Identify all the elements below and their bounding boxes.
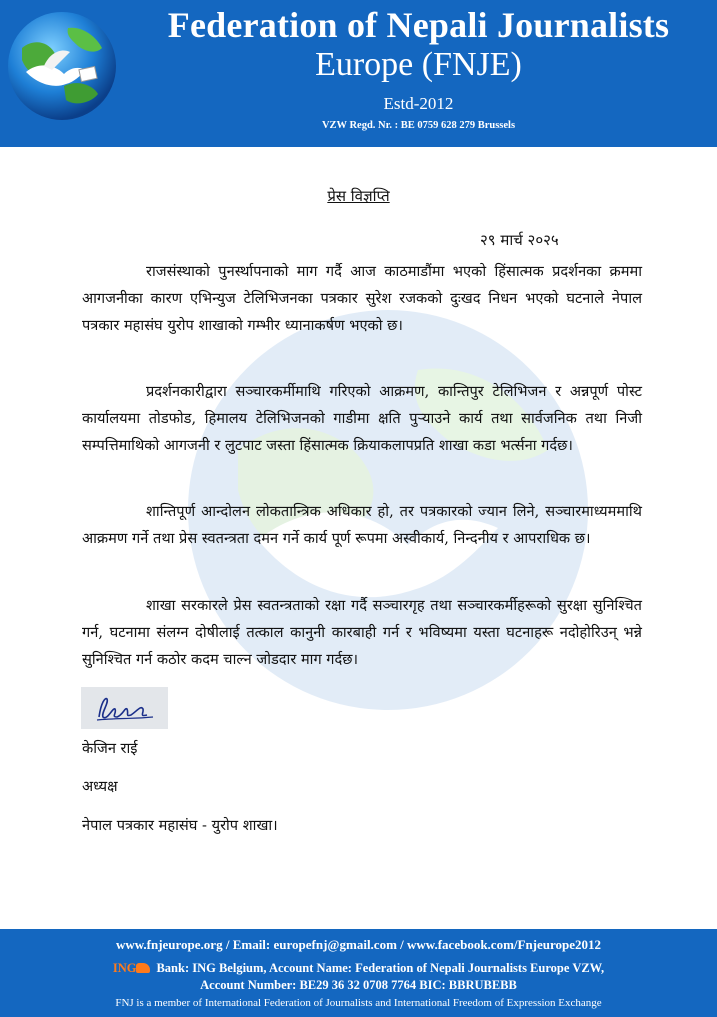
letterhead-header [0, 0, 717, 147]
globe-dove-icon [4, 8, 120, 124]
letter-date: २९ मार्च २०२५ [480, 231, 559, 249]
signatory-organization: नेपाल पत्रकार महासंघ - युरोप शाखा। [82, 817, 278, 834]
footer-membership: FNJ is a member of International Federation of Journalists and International Freedom of Expression Exchange [115, 997, 602, 1009]
bank-details: Bank: ING Belgium, Account Name: Federation of Nepali Journalists Europe VZW, [156, 961, 605, 975]
footer-contacts: www.fnjeurope.org / Email: europefnj@gmail.com / www.facebook.com/Fnjeurope2012 [115, 937, 602, 952]
org-established: Estd-2012 [383, 94, 454, 113]
ing-logo: ING [112, 961, 137, 975]
paragraph: शाखा सरकारले प्रेस स्वतन्त्रताको रक्षा गर्दै सञ्चारगृह तथा सञ्चारकर्मीहरूको सुरक्षा सुनिश्चित गर्न, घटनामा संलग्न दोषीलाई तत्काल कानुनी कारबाही गर्न र भविष्यमा यस्ता घटनाहरू नदोहोरिउन् भन्ने सुनिश्चित गर्न कठोर कदम चाल्न जोडदार माग गर्दछ। [82, 597, 642, 668]
lion-icon [136, 963, 150, 973]
paragraph: राजसंस्थाको पुनर्स्थापनाको माग गर्दै आज काठमाडौंमा भएको हिंसात्मक प्रदर्शनका क्रममा आगजनीका कारण एभिन्युज टेलिभिजनका पत्रकार सुरेश रजकको दुःखद निधन भएको घटनाले नेपाल पत्रकार महासंघ युरोप शाखाको गम्भीर ध्यानाकर्षण भएको छ। [82, 263, 642, 334]
letterhead-footer [0, 929, 717, 1017]
paragraph: शान्तिपूर्ण आन्दोलन लोकतान्त्रिक अधिकार हो, तर पत्रकारको ज्यान लिने, सञ्चारमाध्यममाथि आक्रमण गर्ने तथा प्रेस स्वतन्त्रता दमन गर्ने कार्य पूर्ण रूपमा अस्वीकार्य, निन्दनीय र आपराधिक छ। [82, 503, 642, 547]
paragraph: प्रदर्शनकारीद्वारा सञ्चारकर्मीमाथि गरिएको आक्रमण, कान्तिपुर टेलिभिजन र अन्नपूर्ण पोस्ट कार्यालयमा तोडफोड, हिमालय टेलिभिजनको गाडीमा क्षति पुर्‍याउने कार्य तथा सार्वजनिक तथा निजी सम्पत्तिमाथिको आगजनी र लुटपाट जस्ता हिंसात्मक क्रियाकलापप्रति शाखा कडा भर्त्सना गर्दछ। [82, 383, 642, 454]
org-registration: VZW Regd. Nr. : BE 0759 628 279 Brussels [321, 120, 516, 131]
org-name: Federation of Nepali Journalists [167, 5, 670, 45]
signature-image [81, 687, 168, 729]
org-subtitle: Europe (FNJE) [315, 46, 522, 83]
footer-bank-line [0, 961, 717, 976]
signatory-role: अध्यक्ष [82, 778, 118, 795]
footer-account: Account Number: BE29 36 32 0708 7764 BIC: BBRUBEBB [200, 978, 517, 992]
signatory-name: केजिन राई [82, 740, 138, 757]
press-release-title: प्रेस विज्ञप्ति [327, 187, 390, 205]
